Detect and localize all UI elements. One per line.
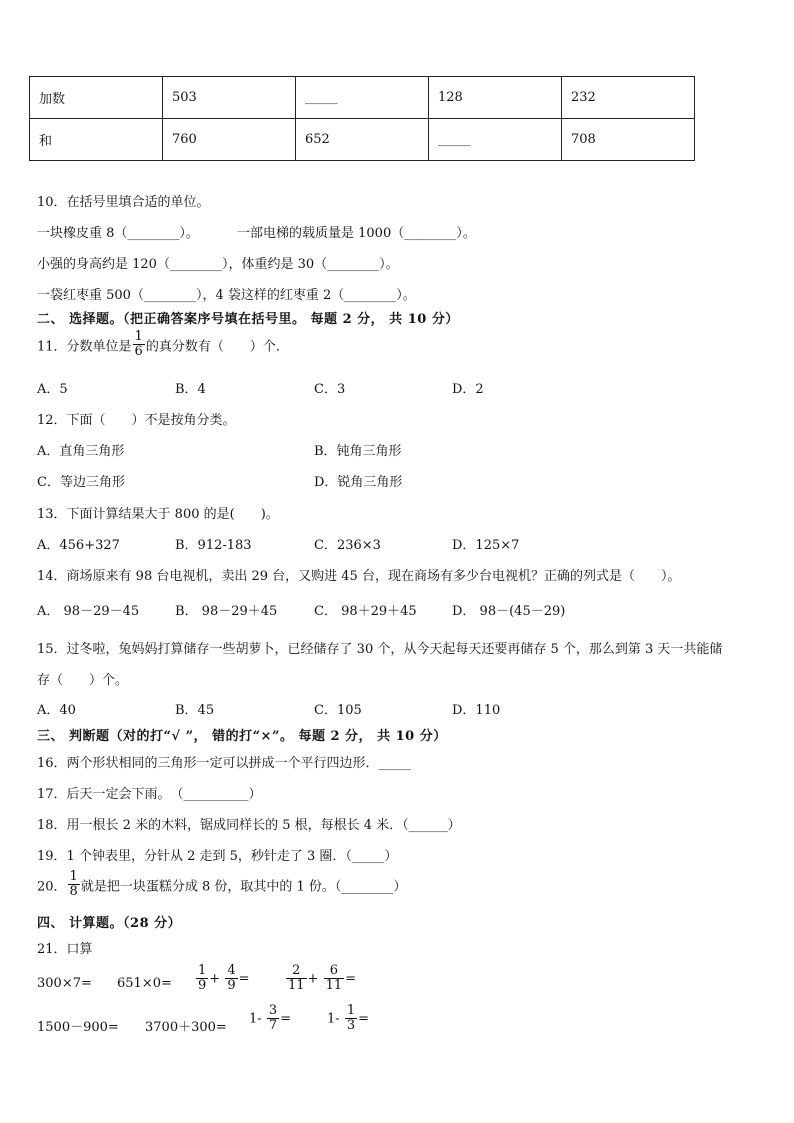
q13-option-a[interactable]: A．456+327 (37, 538, 120, 553)
section-2-heading: 二、 选择题。（把正确答案序号填在括号里。 每题 2 分， 共 10 分） (37, 312, 459, 327)
section-3-heading: 三、 判断题（对的打“√ ”， 错的打“×”。 每题 2 分， 共 10 分） (37, 729, 447, 744)
q11-pre: 11．分数单位是 (37, 339, 132, 355)
q18-stem[interactable]: 18．用一根长 2 米的木料，锯成同样长的 5 根，每根长 4 米．（______） (37, 818, 461, 833)
q20-stem[interactable] (37, 870, 406, 900)
q15-option-b[interactable]: B．45 (175, 703, 215, 718)
calc-d[interactable]: $\frac{2}{11}$ + $\frac{6}{11}$ = (288, 963, 357, 994)
q13-option-d[interactable]: D．125×7 (452, 538, 520, 553)
q11-option-b[interactable]: B．4 (175, 382, 206, 397)
q10-line1b[interactable]: 一部电梯的载质量是 1000（________）。 (237, 226, 476, 241)
table-cell: 760 (163, 119, 296, 161)
q12-option-d[interactable]: D．锐角三角形 (314, 475, 403, 490)
q15-option-c[interactable]: C．105 (314, 703, 362, 718)
q14-option-c[interactable]: C． 98＋29＋45 (314, 604, 417, 619)
calc-f[interactable]: 3700＋300= (145, 1020, 227, 1035)
q16-stem[interactable]: 16．两个形状相同的三角形一定可以拼成一个平行四边形．_____ (37, 756, 412, 771)
q10-line3[interactable]: 一袋红枣重 500（________），4 袋这样的红枣重 2（________）。 (37, 288, 416, 303)
q20-pre: 20． (37, 879, 67, 895)
table-cell[interactable]: _____ (296, 77, 429, 119)
q11-option-d[interactable]: D．2 (452, 382, 484, 397)
q13-option-b[interactable]: B．912-183 (175, 538, 252, 553)
q19-stem[interactable]: 19．1 个钟表里，分针从 2 走到 5，秒针走了 3 圈．（_____） (37, 849, 398, 864)
table-cell: 652 (296, 119, 429, 161)
q14-option-d[interactable]: D． 98－(45－29) (452, 604, 566, 619)
table-row (30, 77, 695, 119)
table-cell[interactable]: _____ (429, 119, 562, 161)
table-cell: 708 (562, 119, 695, 161)
addition-table (29, 76, 695, 161)
calc-a[interactable]: 300×7= (37, 976, 92, 991)
q10-line1a[interactable]: 一块橡皮重 8（________）。 (37, 226, 199, 241)
table-cell: 232 (562, 77, 695, 119)
q21-title: 21．口算 (37, 942, 93, 957)
fraction: $\frac{1}{8}$ (69, 869, 78, 900)
table-cell: 和 (30, 119, 163, 161)
fraction: $\frac{1}{6}$ (134, 329, 143, 360)
fraction: $\frac{6}{11}$ (325, 963, 343, 994)
fraction: $\frac{1}{3}$ (346, 1003, 356, 1034)
q17-stem[interactable]: 17．后天一定会下雨。 （__________） (37, 787, 262, 802)
q13-stem[interactable]: 13．下面计算结果大于 800 的是( )。 (37, 507, 279, 522)
calc-c[interactable]: $\frac{1}{9}$ + $\frac{4}{9}$ = (198, 963, 250, 994)
q15-stem-line2[interactable]: 存（ ）个。 (37, 673, 129, 688)
q11-option-a[interactable]: A．5 (37, 382, 68, 397)
fraction: $\frac{3}{7}$ (268, 1003, 278, 1034)
table-cell: 503 (163, 77, 296, 119)
calc-e[interactable]: 1500－900= (37, 1020, 119, 1035)
q15-option-a[interactable]: A．40 (37, 703, 76, 718)
section-4-heading: 四、 计算题。（28 分） (37, 916, 182, 931)
q14-stem[interactable]: 14．商场原来有 98 台电视机，卖出 29 台，又购进 45 台，现在商场有多少台电视机？正确的列式是（ ）。 (37, 569, 681, 584)
q12-option-a[interactable]: A．直角三角形 (37, 444, 125, 459)
q15-stem-line1: 15．过冬啦，兔妈妈打算储存一些胡萝卜，已经储存了 30 个，从今天起每天还要再储存 5 个，那么到第 3 天一共能储 (37, 642, 723, 657)
q12-option-c[interactable]: C．等边三角形 (37, 475, 125, 490)
fraction: $\frac{4}{9}$ (227, 963, 236, 994)
table-row (30, 119, 695, 161)
q10-title: 10．在括号里填合适的单位。 (37, 195, 210, 210)
q13-option-c[interactable]: C．236×3 (314, 538, 381, 553)
q11-option-c[interactable]: C．3 (314, 382, 346, 397)
calc-h[interactable]: 1- $\frac{1}{3}$ = (327, 1003, 369, 1034)
table-cell: 128 (429, 77, 562, 119)
q14-option-a[interactable]: A． 98－29－45 (37, 604, 140, 619)
fraction: $\frac{1}{9}$ (198, 963, 207, 994)
q15-option-d[interactable]: D．110 (452, 703, 501, 718)
fraction: $\frac{2}{11}$ (288, 963, 305, 994)
q20-post[interactable]: 就是把一块蛋糕分成 8 份，取其中的 1 份。（________） (80, 879, 407, 895)
q11-post[interactable]: 的真分数有（ ）个． (145, 339, 289, 355)
q12-option-b[interactable]: B．钝角三角形 (314, 444, 402, 459)
calc-b[interactable]: 651×0= (117, 976, 172, 991)
q14-option-b[interactable]: B． 98－29＋45 (175, 604, 278, 619)
q12-stem[interactable]: 12．下面（ ）不是按角分类。 (37, 413, 236, 428)
q10-line2[interactable]: 小强的身高约是 120（________），体重约是 30（________）。 (37, 257, 399, 272)
table-cell: 加数 (30, 77, 163, 119)
calc-g[interactable]: 1- $\frac{3}{7}$ = (249, 1003, 291, 1034)
q11-stem (37, 330, 289, 360)
